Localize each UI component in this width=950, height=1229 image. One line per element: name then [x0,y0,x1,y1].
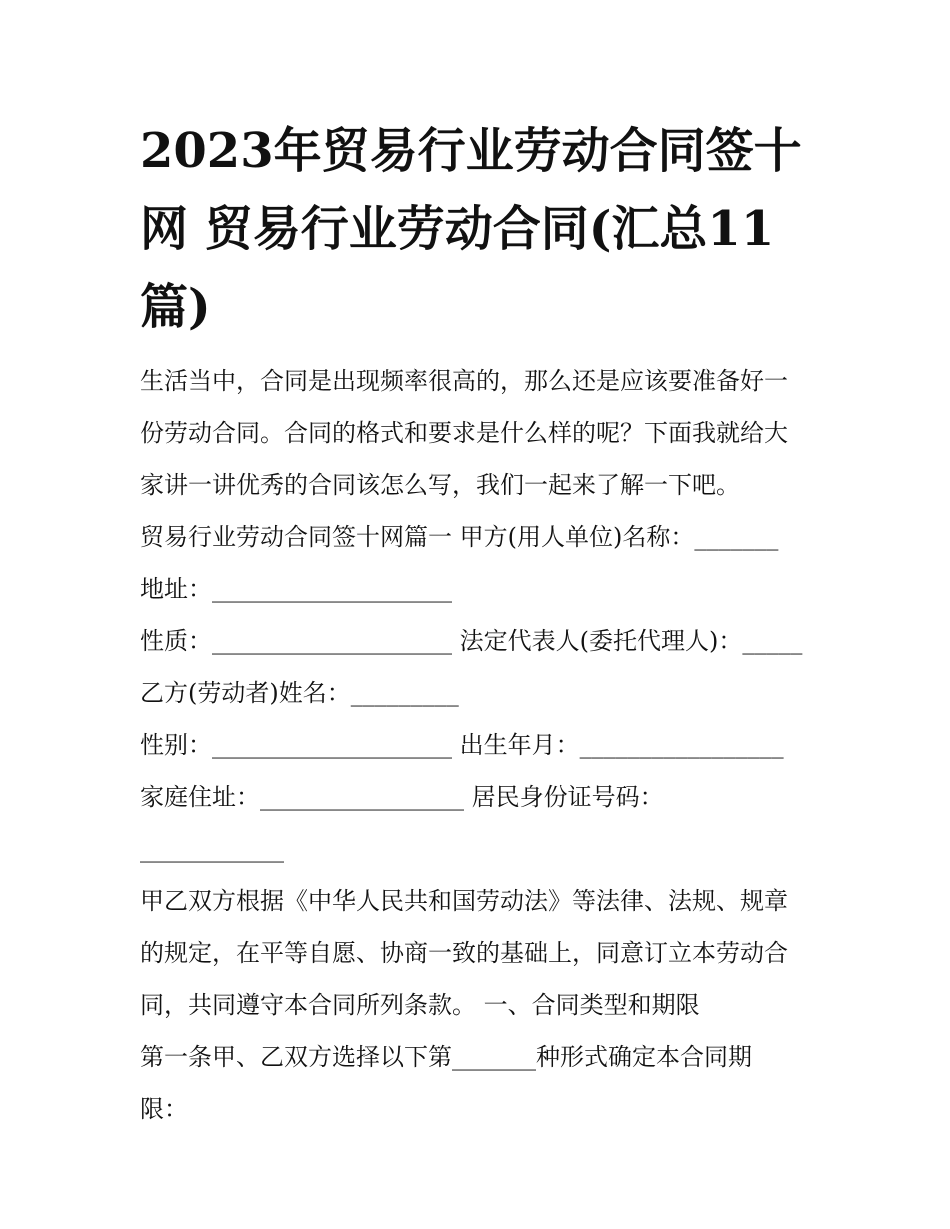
clause-line: 第一条甲、乙双方选择以下第_______种形式确定本合同期 [140,1043,752,1071]
title-line: 网 贸易行业劳动合同(汇总11 [140,201,775,257]
document-body [140,355,830,1135]
form-field-line: 性别：____________________ 出生年月：_________________ [140,731,784,759]
title-line: 2023年贸易行业劳动合同签十 [140,123,802,179]
form-field-line: ____________ [140,835,284,863]
clause-line: 限： [140,1095,188,1123]
body-line: 的规定，在平等自愿、协商一致的基础上，同意订立本劳动合 [140,939,788,967]
document-title [140,112,830,346]
section-heading-line: 贸易行业劳动合同签十网篇一 甲方(用人单位)名称：_______ [140,523,779,551]
body-line: 生活当中，合同是出现频率很高的，那么还是应该要准备好一 [140,367,788,395]
body-line: 同，共同遵守本合同所列条款。 一、合同类型和期限 [140,991,700,1019]
form-field-line: 地址：____________________ [140,575,452,603]
body-line: 甲乙双方根据《中华人民共和国劳动法》等法律、法规、规章 [140,887,788,915]
body-line: 家讲一讲优秀的合同该怎么写，我们一起来了解一下吧。 [140,471,740,499]
form-field-line: 乙方(劳动者)姓名：_________ [140,679,459,707]
body-line: 份劳动合同。合同的格式和要求是什么样的呢？下面我就给大 [140,419,788,447]
form-field-line: 家庭住址：_________________ 居民身份证号码： [140,783,664,811]
form-field-line: 性质：____________________ 法定代表人(委托代理人)：_____ [140,627,803,655]
title-line: 篇) [140,279,211,335]
